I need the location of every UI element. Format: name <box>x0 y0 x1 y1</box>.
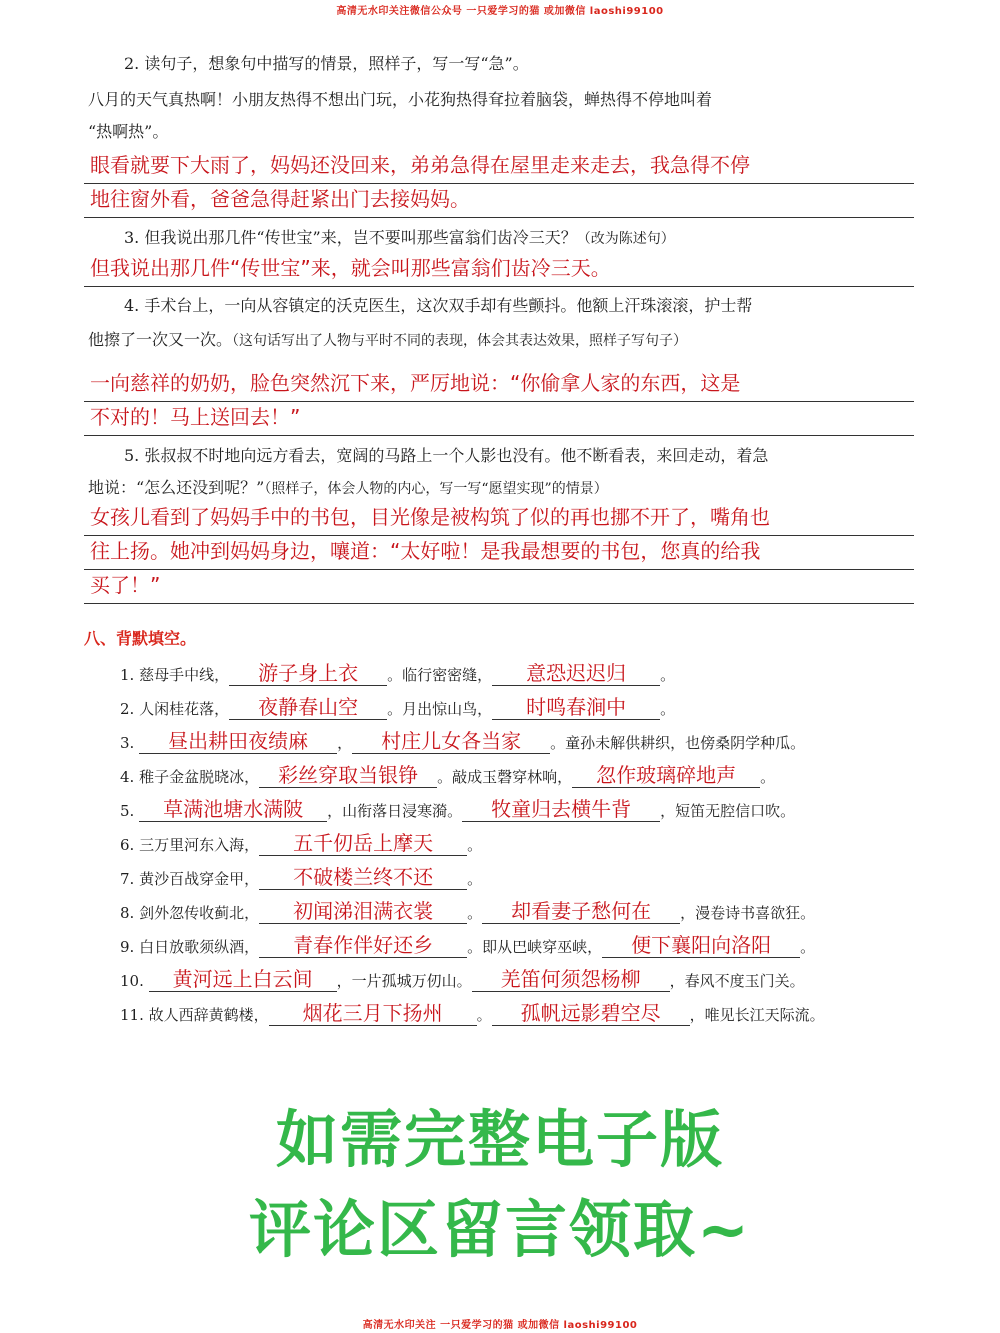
poem-text: ，山衔落日浸寒漪。 <box>327 802 463 820</box>
poem-answer: 五千仞岳上摩天 <box>259 831 467 856</box>
poem-text: 。 <box>467 836 483 854</box>
q5-prompt-text-2: 地说：“怎么还没到呢？” <box>88 478 265 497</box>
q3-note: （改为陈述句） <box>576 231 675 247</box>
poem-answer: 黄河远上白云间 <box>149 967 337 992</box>
poem-answer: 夜静春山空 <box>229 695 387 720</box>
poem-answer: 初闻涕泪满衣裳 <box>259 899 467 924</box>
poem-text: 。即从巴峡穿巫峡， <box>467 938 603 956</box>
poem-answer: 孤帆远影碧空尽 <box>492 1001 690 1026</box>
poem-number: 8. <box>120 904 135 922</box>
q2-answer-line-1: 眼看就要下大雨了，妈妈还没回来，弟弟急得在屋里走来走去，我急得不停 <box>84 150 914 184</box>
q4-prompt-line-2 <box>88 324 918 357</box>
q5-answer-line-1: 女孩儿看到了妈妈手中的书包，目光像是被构筑了似的再也挪不开了，嘴角也 <box>84 502 914 536</box>
q3-prompt-text: 3. 但我说出那几件“传世宝”来，岂不要叫那些富翁们齿冷三天？ <box>124 228 577 247</box>
q5-prompt-line-1 <box>88 440 918 472</box>
poem-answer: 草满池塘水满陂 <box>139 797 327 822</box>
poem-answer: 忽作玻璃碎地声 <box>572 763 760 788</box>
poem-text: 。 <box>467 904 483 922</box>
poem-text: 黄沙百战穿金甲， <box>139 870 260 888</box>
poem-answer: 却看妻子愁何在 <box>482 899 680 924</box>
q3-prompt <box>88 222 918 255</box>
poem-line <box>120 795 920 827</box>
poem-text: ，短笛无腔信口吹。 <box>660 802 796 820</box>
poem-text: 。 <box>760 768 776 786</box>
poem-answer: 牧童归去横牛背 <box>462 797 660 822</box>
poem-line <box>120 727 920 759</box>
poem-number: 6. <box>120 836 135 854</box>
poem-text: 。 <box>800 938 816 956</box>
q4-note: （这句话写出了人物与平时不同的表现，体会其表达效果，照样子写句子） <box>232 333 688 349</box>
q2-prompt <box>88 48 918 80</box>
poem-answer: 村庄儿女各当家 <box>352 729 550 754</box>
cta-line-2: 评论区留言领取~ <box>249 1193 751 1266</box>
poem-answer: 烟花三月下扬州 <box>269 1001 477 1026</box>
poem-text: 。敲成玉磬穿林响， <box>437 768 573 786</box>
poem-number: 5. <box>120 802 135 820</box>
poem-number: 11. <box>120 1006 144 1024</box>
poem-answer: 游子身上衣 <box>229 661 387 686</box>
poem-text: 。童孙未解供耕织，也傍桑阴学种瓜。 <box>550 734 806 752</box>
poem-line <box>120 931 920 963</box>
q2-answer <box>84 150 914 218</box>
cta-line-1: 如需完整电子版 <box>275 1103 724 1176</box>
poem-number: 2. <box>120 700 135 718</box>
poem-number: 9. <box>120 938 135 956</box>
poem-number: 7. <box>120 870 135 888</box>
q2-example-line-2: “热啊热”。 <box>88 122 169 141</box>
poem-line <box>120 965 920 997</box>
poem-text: 。 <box>660 666 676 684</box>
poem-text: ，唯见长江天际流。 <box>689 1006 825 1024</box>
q2-answer-line-2: 地往窗外看，爸爸急得赶紧出门去接妈妈。 <box>84 184 914 218</box>
watermark-top: 高清无水印关注微信公众号 一只爱学习的猫 或加微信 laoshi99100 <box>336 6 664 17</box>
q4-prompt-text-2: 他擦了一次又一次。 <box>88 330 233 349</box>
poem-line <box>120 863 920 895</box>
q4-prompt-text-1: 4. 手术台上，一向从容镇定的沃克医生，这次双手却有些颤抖。他额上汗珠滚滚，护士帮 <box>124 296 753 315</box>
poem-answer: 羌笛何须怨杨柳 <box>472 967 670 992</box>
poem-text: 。月出惊山鸟， <box>387 700 493 718</box>
q2-prompt-text: 2. 读句子，想象句中描写的情景，照样子，写一写“急”。 <box>124 54 529 73</box>
poem-text: ，一片孤城万仞山。 <box>336 972 472 990</box>
section-8-title: 八、背默填空。 <box>84 629 197 648</box>
q5-prompt-text-1: 5. 张叔叔不时地向远方看去，宽阔的马路上一个人影也没有。他不断看表，来回走动，着急 <box>124 446 769 465</box>
q5-prompt-line-2 <box>88 472 918 505</box>
poem-answer: 青春作伴好还乡 <box>259 933 467 958</box>
poem-answer: 便下襄阳向洛阳 <box>602 933 800 958</box>
poem-line <box>120 999 920 1031</box>
poem-text: 稚子金盆脱晓冰， <box>139 768 260 786</box>
poem-answer: 意恐迟迟归 <box>492 661 660 686</box>
poem-text: 剑外忽传收蓟北， <box>139 904 260 922</box>
poem-line <box>120 693 920 725</box>
poem-line <box>120 659 920 691</box>
poem-number: 1. <box>120 666 135 684</box>
poem-text: 。 <box>467 870 483 888</box>
q3-answer-line-1: 但我说出那几件“传世宝”来，就会叫那些富翁们齿冷三天。 <box>84 253 914 287</box>
q5-note: （照样子，体会人物的内心，写一写“愿望实现”的情景） <box>264 481 608 497</box>
poem-number: 3. <box>120 734 135 752</box>
poem-line <box>120 829 920 861</box>
q2-example-line-1: 八月的天气真热啊！小朋友热得不想出门玩，小花狗热得耷拉着脑袋，蝉热得不停地叫着 <box>88 90 713 109</box>
poem-line <box>120 761 920 793</box>
poem-number: 10. <box>120 972 144 990</box>
poem-line <box>120 897 920 929</box>
poem-text: 三万里河东入海， <box>139 836 260 854</box>
poem-text: 故人西辞黄鹤楼， <box>148 1006 269 1024</box>
q4-answer-line-2: 不对的！马上送回去！” <box>84 402 914 436</box>
q4-answer <box>84 368 914 436</box>
q5-answer-line-2: 往上扬。她冲到妈妈身边，嚷道：“太好啦！是我最想要的书包，您真的给我 <box>84 536 914 570</box>
q5-answer <box>84 502 914 604</box>
q5-answer-line-3: 买了！” <box>84 570 914 604</box>
poem-text: 慈母手中线， <box>139 666 230 684</box>
poem-answer: 彩丝穿取当银铮 <box>259 763 437 788</box>
poem-text: ， <box>337 734 353 752</box>
poem-text: 。 <box>660 700 676 718</box>
poem-text: ，春风不度玉门关。 <box>669 972 805 990</box>
watermark-bottom: 高清无水印关注 一只爱学习的猫 或加微信 laoshi99100 <box>362 1320 638 1331</box>
q4-answer-line-1: 一向慈祥的奶奶，脸色突然沉下来，严厉地说：“你偷拿人家的东西，这是 <box>84 368 914 402</box>
poem-text: 。临行密密缝， <box>387 666 493 684</box>
poem-answer: 时鸣春涧中 <box>492 695 660 720</box>
poem-text: 白日放歌须纵酒， <box>139 938 260 956</box>
poem-text: 人闲桂花落， <box>139 700 230 718</box>
poem-text: 。 <box>476 1006 492 1024</box>
poem-answer: 不破楼兰终不还 <box>259 865 467 890</box>
poem-number: 4. <box>120 768 135 786</box>
poem-text: ，漫卷诗书喜欲狂。 <box>680 904 816 922</box>
q3-answer <box>84 253 914 287</box>
poem-answer: 昼出耕田夜绩麻 <box>139 729 337 754</box>
q4-prompt-line-1 <box>88 290 918 322</box>
